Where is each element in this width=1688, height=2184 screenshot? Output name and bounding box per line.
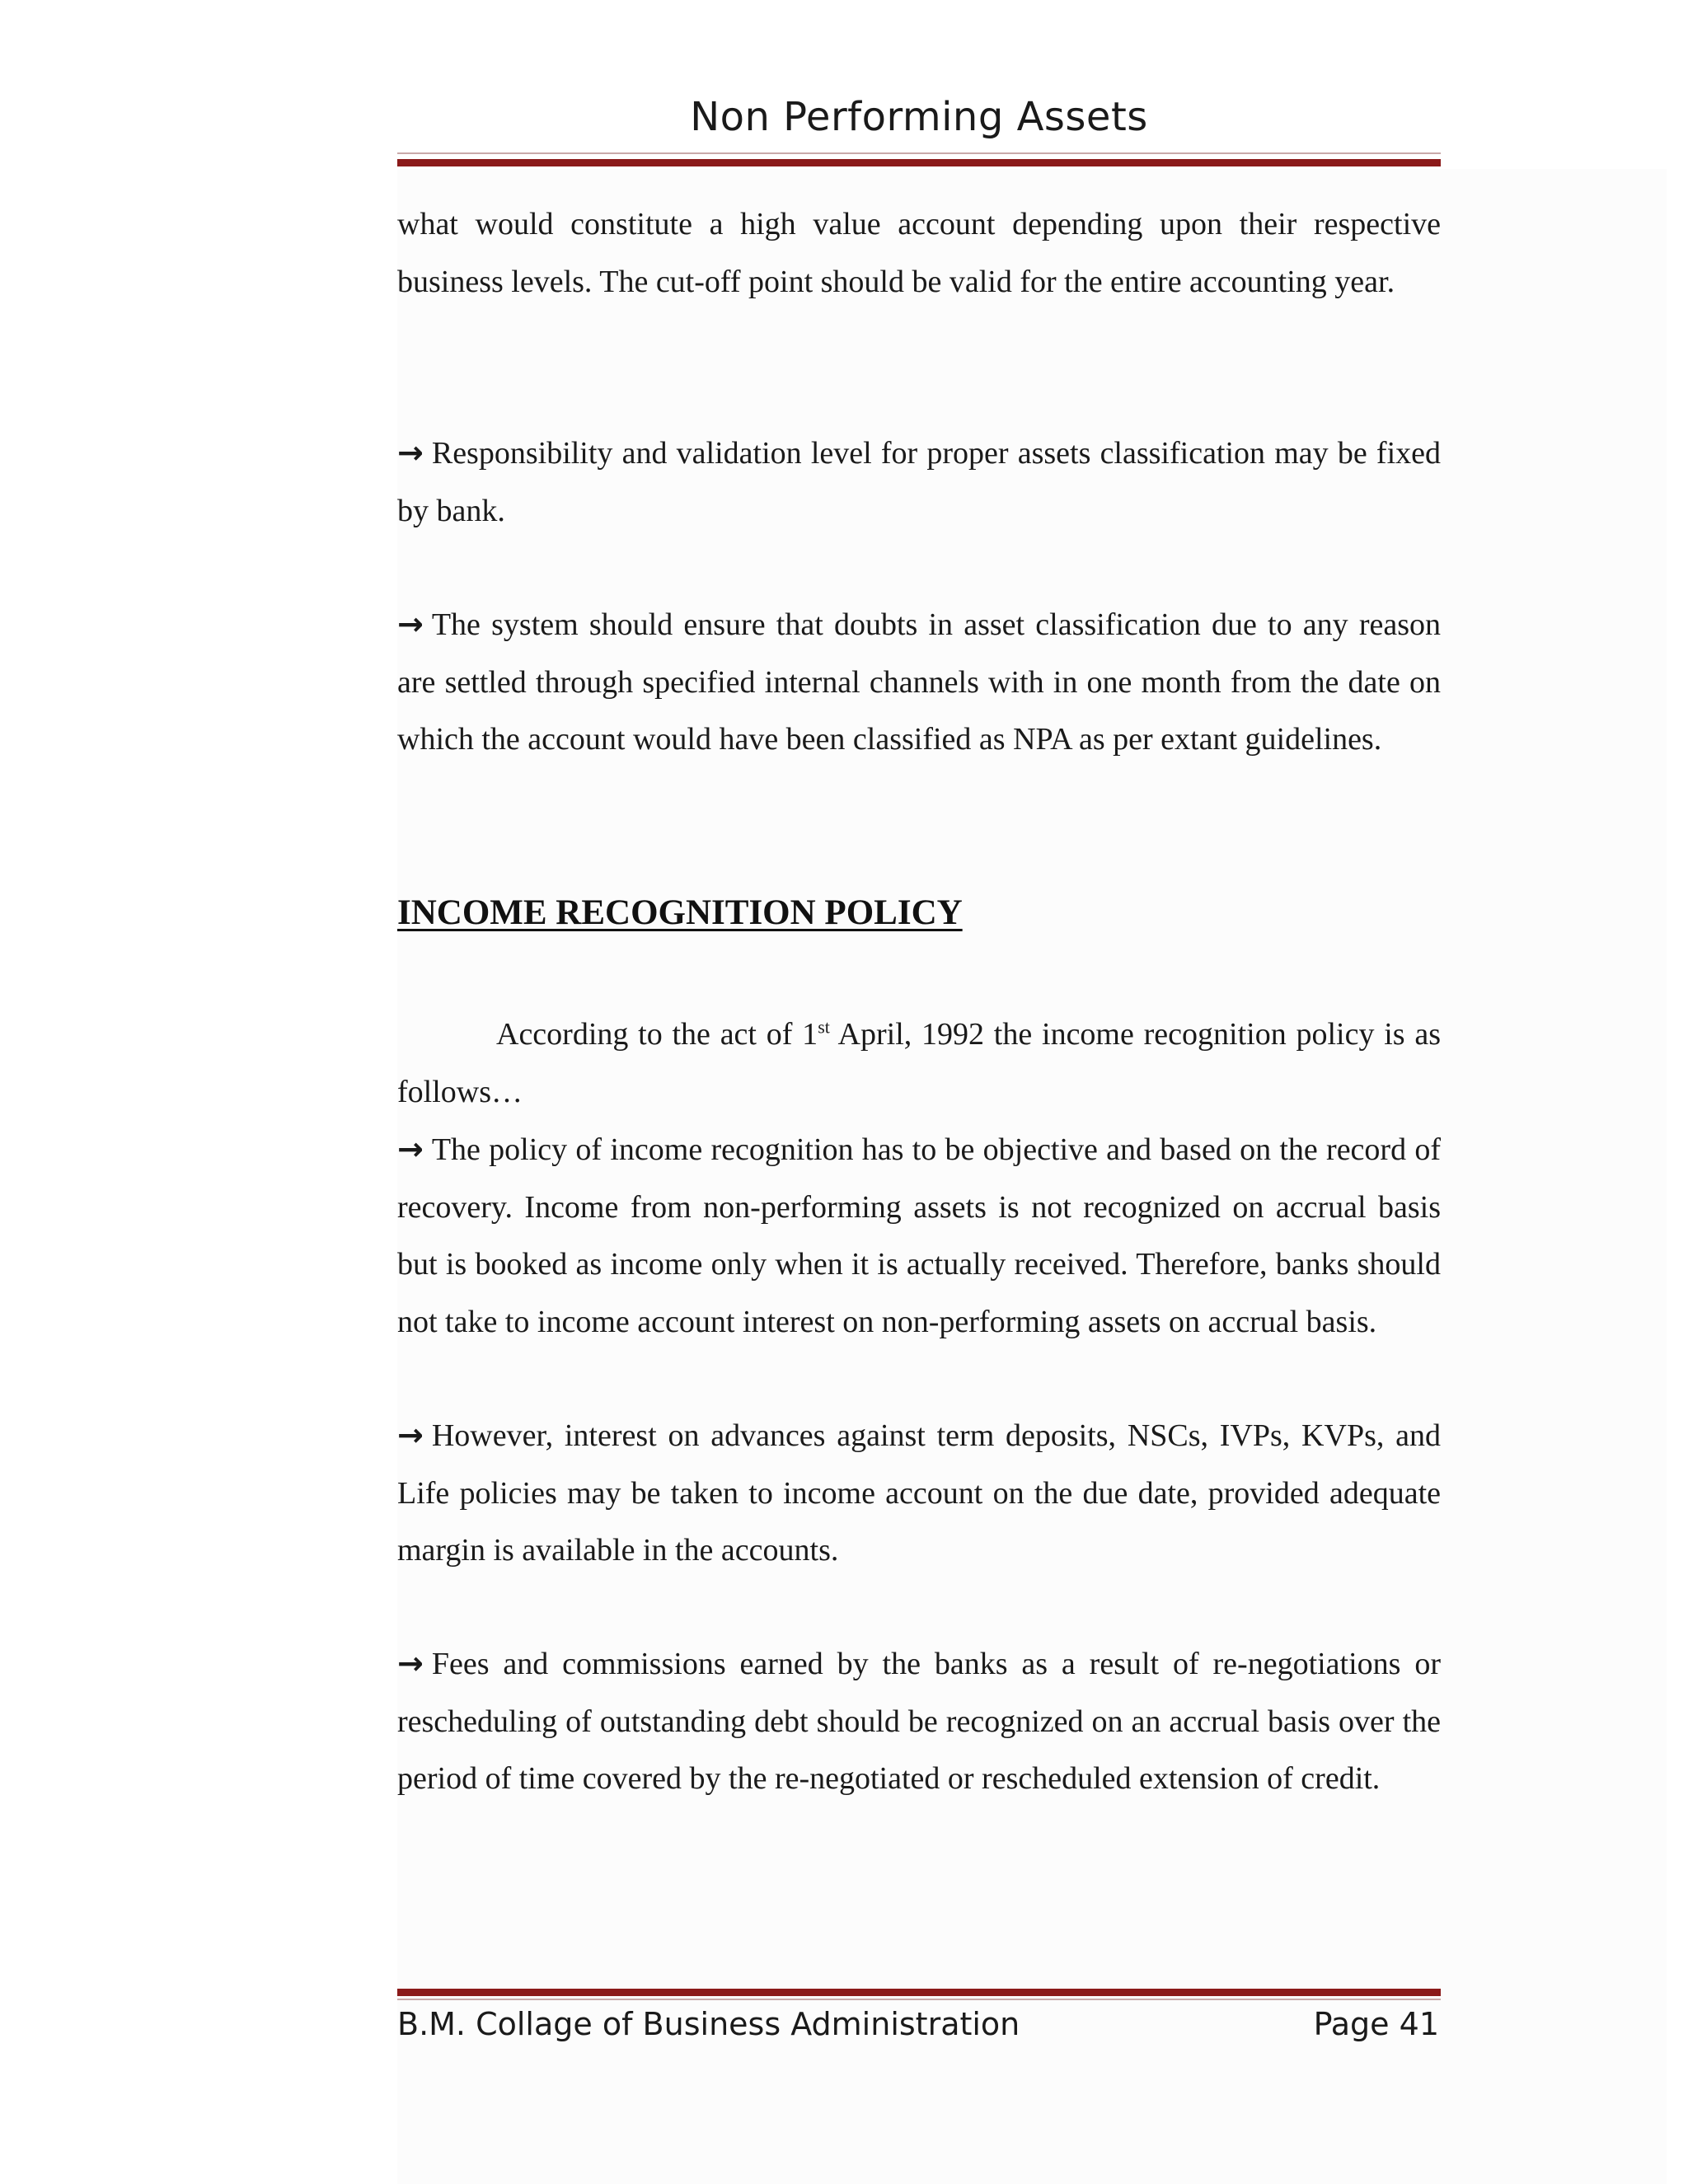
footer-college-name: B.M. Collage of Business Administration (397, 2006, 1020, 2042)
footer-page-number: Page 41 (1313, 2006, 1439, 2042)
footer-rule-thin (397, 1999, 1441, 2000)
arrow-bullet-icon: → (397, 434, 424, 471)
header-rule-thick (397, 159, 1441, 166)
bullet-responsibility-text: Responsibility and validation level for proper assets classification may be fixed by bank. (397, 436, 1441, 528)
footer-rule-thick (397, 1989, 1441, 1996)
paragraph-high-value-account: what would constitute a high value account depending upon their respective business levels. The cut-off point should be valid for the entire accounting year. (397, 207, 1441, 299)
bullet-interest-advances-text: However, interest on advances against term deposits, NSCs, IVPs, KVPs, and Life policies may be taken to income account on the due date, provided adequate margin is available in the accounts. (397, 1418, 1441, 1568)
paragraph-act-1992 (397, 1006, 1441, 1121)
arrow-bullet-icon: → (397, 606, 424, 642)
act-text-before: According to the act of 1 (496, 1017, 818, 1052)
arrow-bullet-icon: → (397, 1645, 424, 1681)
bullet-interest-advances (397, 1407, 1441, 1580)
bullet-policy-objective-text: The policy of income recognition has to be objective and based on the record of recovery. Income from non-performing assets is not recognized on accrual basis but is booked as income only when it is actually received. Therefore, banks should not take to income account interest on non-performing assets on accrual basis. (397, 1132, 1441, 1339)
bullet-responsibility (397, 424, 1441, 540)
ordinal-superscript: st (818, 1016, 830, 1038)
header-rule-thin (397, 152, 1441, 154)
arrow-bullet-icon: → (397, 1417, 424, 1453)
bullet-policy-objective (397, 1121, 1441, 1351)
arrow-bullet-icon: → (397, 1131, 424, 1167)
section-heading-income-recognition: INCOME RECOGNITION POLICY (397, 893, 963, 932)
bullet-system-doubts-text: The system should ensure that doubts in asset classification due to any reason are settled through specified internal channels with in one month from the date on which the account would have been classified as NPA as per extant guidelines. (397, 607, 1441, 757)
page-header-title: Non Performing Assets (690, 94, 1148, 140)
act-text-after: April, 1992 the income recognition policy is as follows… (397, 1017, 1441, 1109)
bullet-fees-commissions-text: Fees and commissions earned by the banks as a result of re-negotiations or rescheduling of outstanding debt should be recognized on an accrual basis over the period of time covered by the re-negotiated or rescheduled extension of credit. (397, 1647, 1441, 1796)
bullet-fees-commissions (397, 1635, 1441, 1808)
bullet-system-doubts (397, 596, 1441, 769)
